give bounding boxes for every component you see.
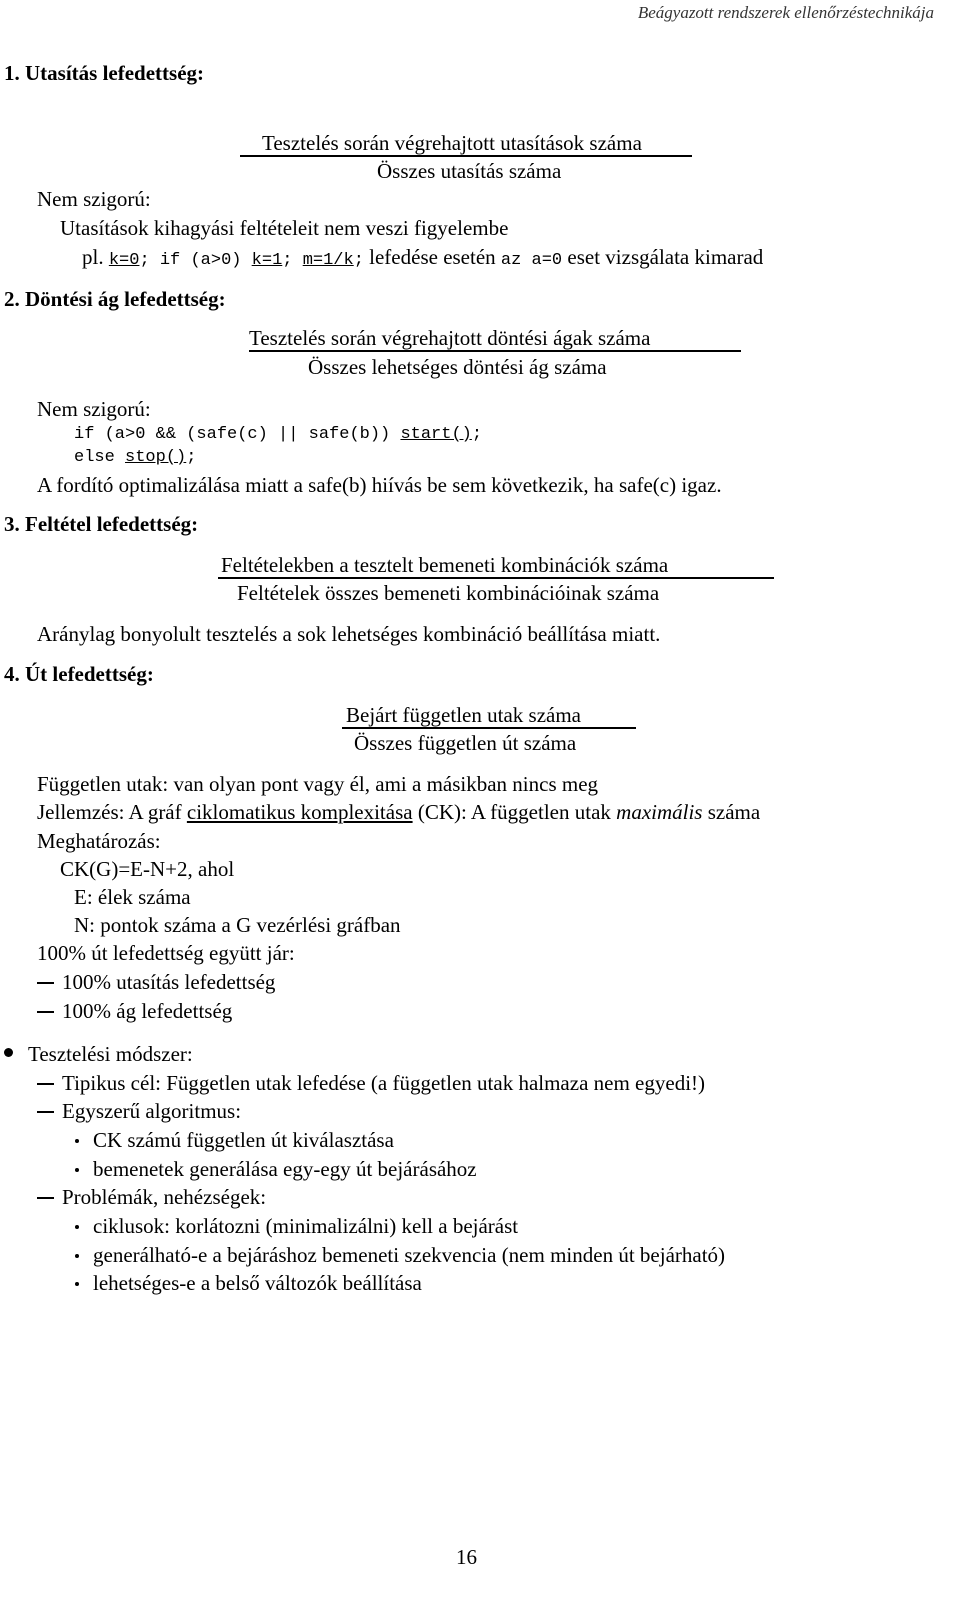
s1-nonstrict-text: Utasítások kihagyási feltételeit nem veszi figyelembe — [60, 216, 509, 240]
s1-fraction-bar — [240, 155, 692, 157]
dash-icon — [37, 1083, 54, 1085]
s4-e-definition: E: élek száma — [74, 885, 191, 909]
s4-line-independent-paths: Független utak: van olyan pont vagy él, ami a másikban nincs meg — [37, 772, 599, 796]
dash-icon — [37, 1111, 54, 1113]
code-m: m=1/k — [302, 251, 354, 270]
page-number: 16 — [456, 1545, 477, 1569]
code-semicolon: ; — [186, 448, 197, 467]
method-problems-label: Problémák, nehézségek: — [62, 1185, 267, 1209]
s2-note: A fordító optimalizálása miatt a safe(b) hiívás be sem következik, ha safe(c) igaz. — [37, 473, 722, 497]
s4-formula: CK(G)=E-N+2, ahol — [60, 857, 235, 881]
s4-implies-item-2: 100% ág lefedettség — [62, 999, 233, 1023]
bullet-icon — [75, 1225, 79, 1229]
method-algorithm-label: Egyszerű algoritmus: — [62, 1099, 242, 1123]
running-header: Beágyazott rendszerek ellenőrzéstechnikája — [637, 3, 934, 22]
algorithm-item: CK számú független út kiválasztása — [93, 1128, 394, 1152]
section-3-heading: 3. Feltétel lefedettség: — [4, 512, 199, 536]
method-label: Tesztelési módszer: — [28, 1042, 193, 1066]
s2-code-line-1 — [74, 426, 482, 443]
char-mid: (CK): A független utak — [412, 800, 617, 824]
char-suffix: száma — [702, 800, 761, 824]
code-semicolon: ; — [353, 251, 364, 270]
example-text-2: eset vizsgálata kimarad — [567, 245, 764, 269]
example-text-1: lefedése esetén — [369, 245, 496, 269]
char-cyclomatic: ciklomatikus komplexitása — [186, 800, 413, 824]
method-goal: Tipikus cél: Független utak lefedése (a független utak halmaza nem egyedi!) — [62, 1071, 706, 1095]
code-stop: stop() — [125, 448, 187, 467]
bullet-icon — [75, 1139, 79, 1143]
s3-fraction-numerator: Feltételekben a tesztelt bemeneti kombinációk száma — [221, 553, 669, 577]
problem-item: ciklusok: korlátozni (minimalizálni) kell a bejárást — [93, 1214, 519, 1238]
char-maximal: maximális — [616, 800, 703, 824]
s2-fraction-numerator: Tesztelés során végrehajtott döntési ágak száma — [249, 326, 651, 350]
s3-note: Aránylag bonyolult tesztelés a sok lehetséges kombináció beállítása miatt. — [37, 622, 661, 646]
char-prefix: Jellemzés: A gráf — [37, 800, 187, 824]
s2-code-line-2 — [74, 449, 196, 466]
dash-icon — [37, 982, 54, 984]
s4-n-definition: N: pontok száma a G vezérlési gráfban — [74, 913, 401, 937]
example-prefix: pl. — [82, 245, 104, 269]
bullet-icon — [75, 1254, 79, 1258]
code-if: ; if (a>0) — [139, 251, 252, 270]
dash-icon — [37, 1011, 54, 1013]
code-sep: ; — [282, 251, 303, 270]
bullet-icon — [75, 1282, 79, 1286]
code-k1: k=1 — [251, 251, 283, 270]
s1-fraction-denominator: Összes utasítás száma — [377, 159, 562, 183]
s1-fraction-numerator: Tesztelés során végrehajtott utasítások száma — [262, 131, 642, 155]
bullet-icon — [4, 1048, 13, 1057]
section-1-heading: 1. Utasítás lefedettség: — [4, 61, 205, 85]
code-start: start() — [400, 425, 472, 444]
bullet-icon — [75, 1168, 79, 1172]
s4-fraction-bar — [342, 727, 636, 729]
s4-fraction-numerator: Bejárt független utak száma — [346, 703, 581, 727]
s4-implies-item-1: 100% utasítás lefedettség — [62, 970, 276, 994]
s2-nonstrict-label: Nem szigorú: — [37, 397, 151, 421]
problem-item: generálható-e a bejáráshoz bemeneti szekvencia (nem minden út bejárható) — [93, 1243, 726, 1267]
s2-fraction-bar — [249, 350, 741, 352]
s1-nonstrict-label: Nem szigorú: — [37, 187, 151, 211]
s3-fraction-bar — [218, 577, 774, 579]
code-semicolon: ; — [471, 425, 483, 444]
dash-icon — [37, 1197, 54, 1199]
s1-example — [82, 247, 763, 269]
section-2-heading: 2. Döntési ág lefedettség: — [4, 287, 226, 311]
s2-fraction-denominator: Összes lehetséges döntési ág száma — [308, 355, 607, 379]
code-else: else — [74, 448, 126, 467]
s4-definition-label: Meghatározás: — [37, 829, 161, 853]
algorithm-item: bemenetek generálása egy-egy út bejárásához — [93, 1157, 477, 1181]
problem-item: lehetséges-e a belső változók beállítása — [93, 1271, 422, 1295]
section-4-heading: 4. Út lefedettség: — [4, 662, 154, 686]
code-condition: if (a>0 && (safe(c) || safe(b)) — [74, 425, 401, 444]
s4-fraction-denominator: Összes független út száma — [354, 731, 577, 755]
code-a0: az a=0 — [500, 251, 563, 270]
s4-implies: 100% út lefedettség együtt jár: — [37, 941, 295, 965]
code-k0: k=0 — [108, 251, 140, 270]
s3-fraction-denominator: Feltételek összes bemeneti kombinációinak száma — [237, 581, 660, 605]
s4-line-characterization — [37, 802, 760, 823]
